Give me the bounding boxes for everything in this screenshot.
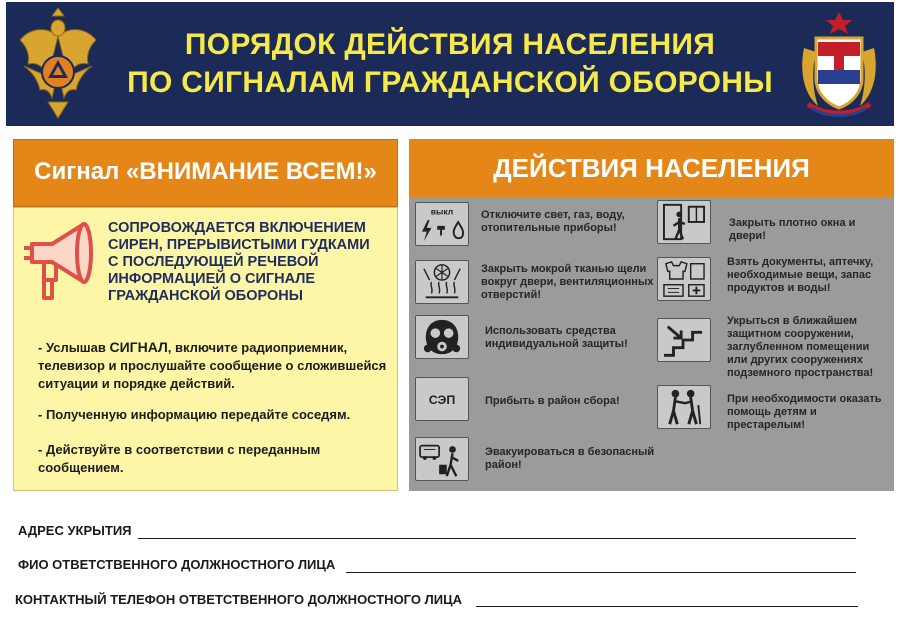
documents-icon [657,257,711,301]
action-text-close-windows: Закрыть плотно окна и двери! [729,217,856,242]
accompany-line: С ПОСЛЕДУЮЩЕЙ РЕЧЕВОЙ [108,254,319,270]
title-line-1: ПОРЯДОК ДЕЙСТВИЯ НАСЕЛЕНИЯ [184,28,716,61]
action-text-shelter: Укрыться в ближайшем защитном сооружении, заглубленном помещении или других сооружениях подземного пространства! [727,315,874,379]
para1-strong: СИГНАЛ [109,339,168,355]
evacuation-icon [415,437,469,481]
actions-title: ДЕЙСТВИЯ НАСЕЛЕНИЯ [493,153,810,183]
action-text-documents: Взять документы, аптечку, необходимые вещи, запас продуктов и воды! [727,256,874,294]
accompany-line: СИРЕН, ПРЕРЫВИСТЫМИ ГУДКАМИ [108,237,370,253]
signal-panel [13,207,398,491]
assembly-point-icon [415,377,469,421]
assembly-point-label: СЭП [428,392,456,407]
megaphone-siren-icon [22,218,98,302]
shelter-address-label: АДРЕС УКРЫТИЯ [18,523,132,538]
ventilation-icon [415,260,469,304]
action-text-protection: Использовать средства индивидуальной защиты! [485,325,628,350]
action-text-help: При необходимости оказать помощь детям и престарелым! [727,393,882,431]
page-title [106,26,794,102]
responsible-name-field[interactable] [346,572,856,573]
action-text-ventilation: Закрыть мокрой тканью щели вокруг двери, вентиляционных отверстий! [481,263,654,301]
header-banner [6,2,894,126]
instruction-paragraph-2: - Полученную информацию передайте соседям. [38,407,351,422]
instruction-paragraph-3: - Действуйте в соответствии с переданным сообщением. [38,442,321,475]
accompany-line: ГРАЖДАНСКОЙ ОБОРОНЫ [108,288,303,304]
responsible-phone-label: КОНТАКТНЫЙ ТЕЛЕФОН ОТВЕТСТВЕННОГО ДОЛЖНОСТНОГО ЛИЦА [15,592,462,607]
para1-rest: , включите радиоприемник, телевизор и прослушайте сообщение о сложившейся ситуации и порядке действий. [38,340,387,391]
signal-header [13,139,398,207]
para1-prefix: - Услышав [38,340,110,355]
shelter-stairs-icon [657,318,711,362]
title-line-2: ПО СИГНАЛАМ ГРАЖДАНСКОЙ ОБОРОНЫ [127,66,773,99]
emercom-eagle-emblem-icon [16,6,100,122]
action-text-evacuate: Эвакуироваться в безопасный район! [485,446,655,471]
power-off-icon [415,202,469,246]
action-text-power-off: Отключите свет, газ, воду, отопительные приборы! [481,209,625,234]
responsible-name-label: ФИО ОТВЕТСТВЕННОГО ДОЛЖНОСТНОГО ЛИЦА [18,557,336,572]
action-text-assembly: Прибыть в район сбора! [485,395,620,407]
door-window-icon [657,200,711,244]
actions-panel [409,197,894,491]
mordovia-coat-of-arms-icon [794,8,884,120]
signal-title: Сигнал «ВНИМАНИЕ ВСЕМ!» [34,158,377,185]
shelter-address-field[interactable] [138,538,856,539]
accompany-line: СОПРОВОЖДАЕТСЯ ВКЛЮЧЕНИЕМ [108,220,366,236]
responsible-phone-field[interactable] [476,606,858,607]
gas-mask-icon [415,315,469,359]
accompany-line: ИНФОРМАЦИЕЙ О СИГНАЛЕ [108,271,316,287]
signal-description [108,220,396,305]
actions-header [409,139,894,197]
instruction-paragraph-1 [38,338,390,393]
help-elderly-icon [657,385,711,429]
power-off-label: выкл [430,206,454,217]
